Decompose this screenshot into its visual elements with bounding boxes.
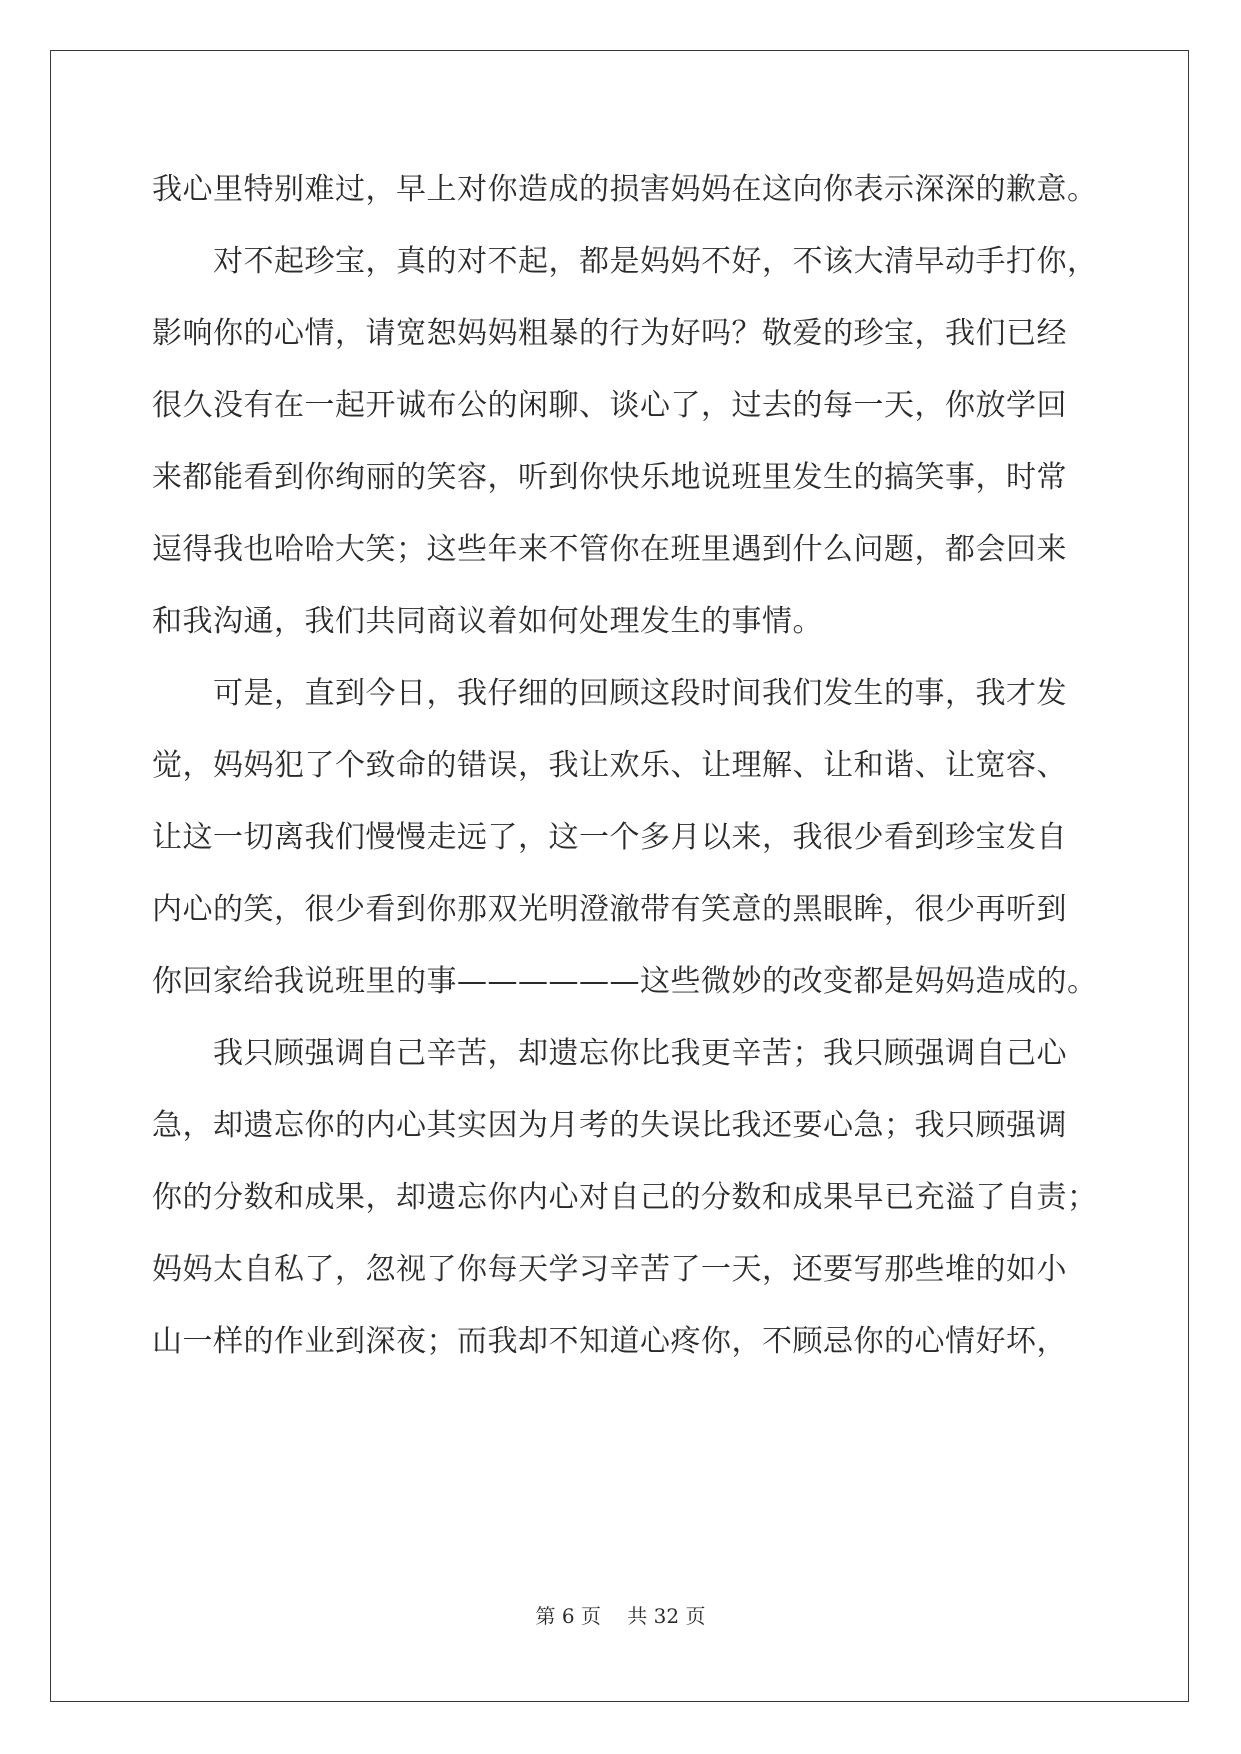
text-line: 可是，直到今日，我仔细的回顾这段时间我们发生的事，我才发 [152,676,1067,711]
text-line: 影响你的心情，请宽恕妈妈粗暴的行为好吗？敬爱的珍宝，我们已经 [152,316,1067,351]
text-line: 急，却遗忘你的内心其实因为月考的失误比我还要心急；我只顾强调 [152,1108,1067,1143]
text-line: 觉，妈妈犯了个致命的错误，我让欢乐、让理解、让和谐、让宽容、 [152,748,1067,783]
text-line: 山一样的作业到深夜；而我却不知道心疼你，不顾忌你的心情好坏， [152,1324,1067,1359]
text-line: 妈妈太自私了，忽视了你每天学习辛苦了一天，还要写那些堆的如小 [152,1252,1067,1287]
page-number-footer: 第 6 页 共 32 页 [535,1604,706,1628]
text-line: 我心里特别难过，早上对你造成的损害妈妈在这向你表示深深的歉意。 [152,172,1098,207]
text-line: 内心的笑，很少看到你那双光明澄澈带有笑意的黑眼眸，很少再听到 [152,892,1067,927]
text-line: 让这一切离我们慢慢走远了，这一个多月以来，我很少看到珍宝发自 [152,820,1067,855]
text-line: 我只顾强调自己辛苦，却遗忘你比我更辛苦；我只顾强调自己心 [152,1036,1067,1071]
text-line: 你回家给我说班里的事——————这些微妙的改变都是妈妈造成的。 [152,964,1098,999]
text-line: 逗得我也哈哈大笑；这些年来不管你在班里遇到什么问题，都会回来 [152,532,1067,567]
text-line: 对不起珍宝，真的对不起，都是妈妈不好，不该大清早动手打你， [152,244,1098,279]
page-border [50,50,1189,1702]
text-line: 很久没有在一起开诚布公的闲聊、谈心了，过去的每一天，你放学回 [152,388,1067,423]
text-line: 来都能看到你绚丽的笑容，听到你快乐地说班里发生的搞笑事，时常 [152,460,1067,495]
text-line: 和我沟通，我们共同商议着如何处理发生的事情。 [152,604,823,639]
text-line: 你的分数和成果，却遗忘你内心对自己的分数和成果早已充溢了自责； [152,1180,1098,1215]
